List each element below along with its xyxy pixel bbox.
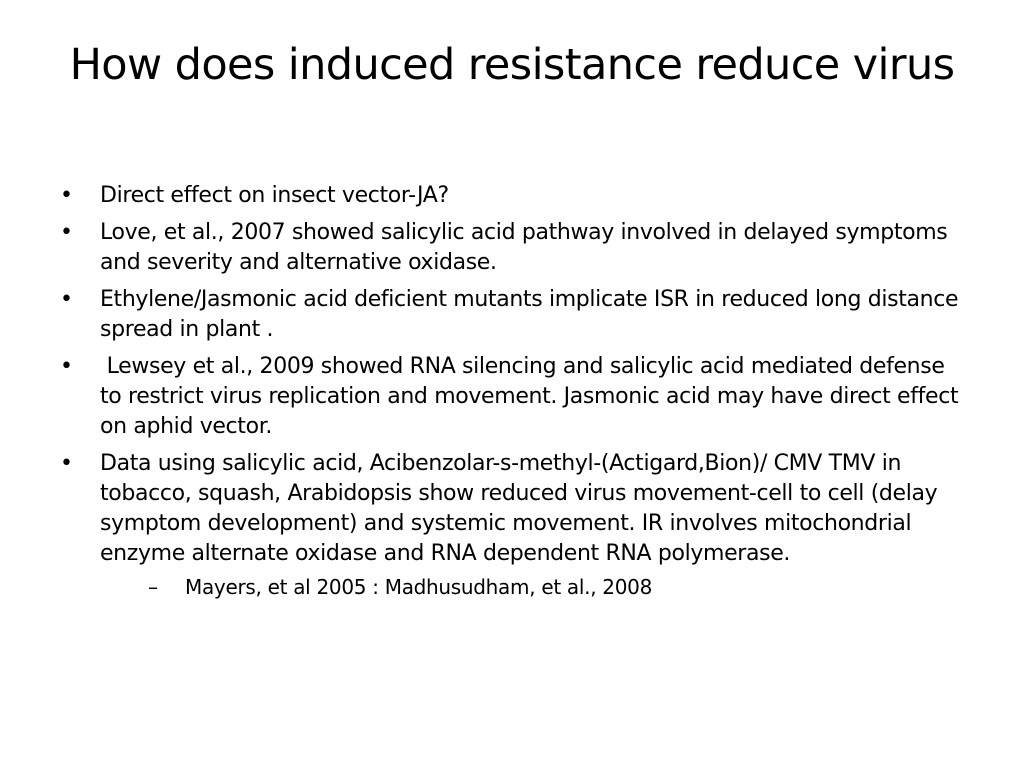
bullet-dot-icon: • bbox=[60, 183, 73, 208]
bullet-text: Data using salicylic acid, Acibenzolar-s-methyl-(Actigard,Bion)/ CMV TMV in tobacco, squash, Arabidopsis show reduced virus movement-cell to cell (delay symptom development) and systemic movement. IR involves mitochondrial enzyme alternate oxidase and RNA dependent RNA polymerase. bbox=[100, 451, 938, 566]
bullet-text: Direct effect on insect vector-JA? bbox=[100, 183, 449, 208]
bullet-dot-icon: • bbox=[60, 354, 73, 379]
bullet-text: Ethylene/Jasmonic acid deficient mutants implicate ISR in reduced long distance spread in plant . bbox=[100, 287, 959, 342]
sub-bullet-item bbox=[100, 573, 970, 601]
bullet-item bbox=[60, 285, 970, 345]
bullet-item bbox=[60, 352, 970, 442]
bullet-list bbox=[60, 181, 970, 608]
bullet-text: Love, et al., 2007 showed salicylic acid pathway involved in delayed symptoms and severity and alternative oxidase. bbox=[100, 220, 948, 275]
bullet-item bbox=[60, 181, 970, 211]
bullet-dot-icon: • bbox=[60, 220, 73, 245]
slide-title: How does induced resistance reduce virus bbox=[69, 40, 955, 90]
bullet-item bbox=[60, 449, 970, 601]
sub-bullet-text: Mayers, et al 2005 : Madhusudham, et al., 2008 bbox=[185, 575, 653, 599]
bullet-item bbox=[60, 218, 970, 278]
bullet-text: Lewsey et al., 2009 showed RNA silencing and salicylic acid mediated defense to restrict virus replication and movement. Jasmonic acid may have direct effect on aphid vector. bbox=[100, 354, 965, 439]
bullet-dot-icon: • bbox=[60, 451, 73, 476]
bullet-dot-icon: • bbox=[60, 287, 73, 312]
dash-icon: – bbox=[148, 575, 158, 599]
sub-bullet-list bbox=[100, 573, 970, 601]
